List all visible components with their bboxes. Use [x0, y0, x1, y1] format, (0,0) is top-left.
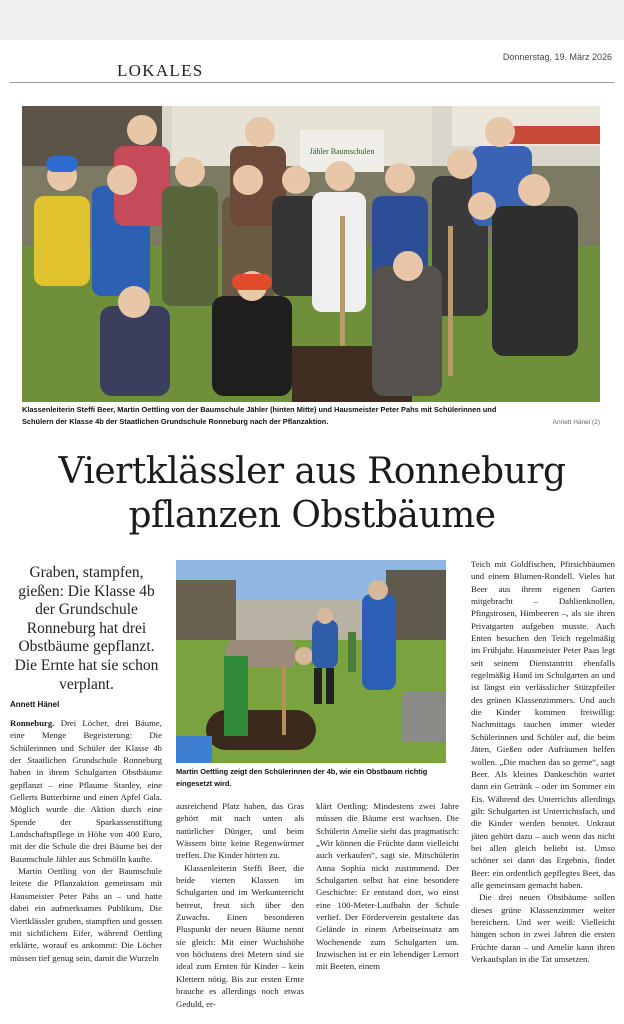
- section-title: LOKALES: [117, 61, 204, 80]
- paragraph: klärt Oettling: Mindestens zwei Jahre müssen die Bäume erst wachsen. Die Schülerin Amelie sieht das pragmatisch: „Wir können die Früchte dann vielleicht auch verkaufen“, sagt sie. Mitschülerin Anna Sophia nickt zustimmend. Der Schulgarten selbst hat eine besondere Geschichte: Er entstand dort, wo einst eine 100-Meter-Laufbahn der Schule verlief. Der Förderverein gestaltete das Gelände in einem Arbeitseinsatz am Wochenende zum Schulgarten um. Inzwischen ist er ein lebendiger Lernort mit Beeten, einem: [316, 801, 459, 972]
- planting-photo: [176, 560, 446, 763]
- paragraph: ausreichend Platz haben, das Gras gehört mit nach unten als natürlicher Dünger, und beim Wässern bitte keine Regenwürmer treffen. Die Kinder hörten zu.: [176, 801, 304, 861]
- article-column-3: [316, 800, 459, 973]
- planting-photo-icon: [176, 560, 446, 763]
- photo-credit: Annett Hänel (2): [552, 419, 600, 426]
- paragraph: Teich mit Goldfischen, Pfirsichbäumen und einem Blumen-Rondell. Vieles hat Beer aus ihrem eigenen Garten mitgebracht – Dahlienknollen, Pfingstrosen, Himbeeren –, als sie ihren Privatgarten aufgeben musste. Auch Enten besuchen den Teich regelmäßig im Frühjahr. Hausmeister Peter Paas legt seit seinem Dienstantritt ebenfalls regelmäßig Hand im Schulgarten an und ist längst ein verlässlicher Stützpfeiler des grünen Klassenzimmers. Und auch die Kinder kommen freiwillig: Nachmittags tauchen immer wieder Schülerinnen und Schüler auf, die beim Jäten, Gießen oder Aufräumen helfen wollen. „Die machen das so gerne“, sagt Beer. Als kleines Dankeschön wartet dann ein Getränk – oder im Sommer ein Eis. Während des Unterrichts allerdings gilt: Schulgarten ist Unterrichtsfach, und die Kinder werden benotet. Unkraut jäten gehört dazu – auch wenn das nicht bei allen gleich beliebt ist. Umso schöner sei dann das Ergebnis, findet Beer: ein ordentlich gepflegtes Beet, das alle gemeinsam gemacht haben.: [471, 559, 615, 890]
- paragraph: Ronneburg. Drei Löcher, drei Bäume, eine Menge Begeisterung: Die Schülerinnen und Schüler der Klasse 4b der Staatlichen Grundschule Ronneburg haben in ihrem Schulgarten Obstbäume gepflanzt – eine Pflaume Stanley, eine Gellerts Butterbirne und einen Apfel Gala. Möglich wurde die Aktion durch eine Spende der Sparkassenstiftung Landschaftspflege in Höhe von 400 Euro, mit der die Schule die drei Bäume bei der Baumschule Jähler aus Schmölln kaufte.: [10, 718, 162, 864]
- group-photo: [22, 106, 600, 402]
- article-column-4: [471, 558, 615, 965]
- headline-line-1: Viertklässler aus Ronneburg: [58, 451, 566, 492]
- article-headline: [40, 450, 584, 538]
- top-bar: [0, 0, 624, 40]
- paragraph: Martin Oettling von der Baumschule leitete die Pflanzaktion gemeinsam mit Hausmeister Peter Pahs an – und hatte dabei ein aufmerksames Publikum. Die Viertklässler gruben, stampften und gossen mit sichtlichem Eifer, während Oettling erklärte, worauf es ankommt: Die Löcher müssen tief genug sein, damit die Wurzeln: [10, 866, 162, 963]
- paragraph: Klassenleiterin Steffi Beer, die beide vierten Klassen im Schulgarten und im Werkunterricht betreut, freut sich über den Zuwachs. Einen besonderen Pluspunkt der neuen Bäume nennt sie gleich: Mit einer Wuchshöhe von höchstens drei Metern sind sie ideal zum Ernten für Kinder – kein Klettern nötig. Bis zur ersten Ernte brauche es allerdings noch etwas Geduld, er-: [176, 862, 304, 1009]
- article-author: Annett Hänel: [10, 700, 60, 709]
- article-column-1: [10, 717, 162, 964]
- header-divider: [10, 82, 614, 83]
- paragraph: Die drei neuen Obstbäume sollen dieses grüne Klassenzimmer weiter bereichern. Und wer weiß: Vielleicht hängen schon in zwei Jahren die ersten Früchte daran – und Amelie kann ihren Verkaufsplan in die Tat umsetzen.: [471, 892, 615, 964]
- article-intro: Graben, stampfen, gießen: Die Klasse 4b der Grundschule Ronneburg hat drei Obstbäume gepflanzt. Die Ernte hat sie schon verplant.: [14, 564, 159, 693]
- dateline-place: Ronneburg.: [10, 718, 55, 728]
- article-column-2: [176, 800, 304, 1010]
- issue-date: Donnerstag, 19. März 2026: [502, 52, 612, 62]
- planting-photo-caption: Martin Oettling zeigt den Schülerinnen der 4b, wie ein Obstbaum richtig eingesetzt wird.: [176, 767, 428, 788]
- headline-line-2: pflanzen Obstbäume: [128, 495, 496, 536]
- nursery-sign: Jähler Baumschulen: [309, 147, 375, 156]
- group-photo-caption: Klassenleiterin Steffi Beer, Martin Oettling von der Baumschule Jähler (hinten Mitte) und Hausmeister Peter Pahs mit Schülerinnen und Schülern der Klasse 4b der Staatlichen Grundschule Ronneburg nach der Pflanzaktion.: [22, 405, 497, 426]
- group-photo-icon: [22, 106, 600, 402]
